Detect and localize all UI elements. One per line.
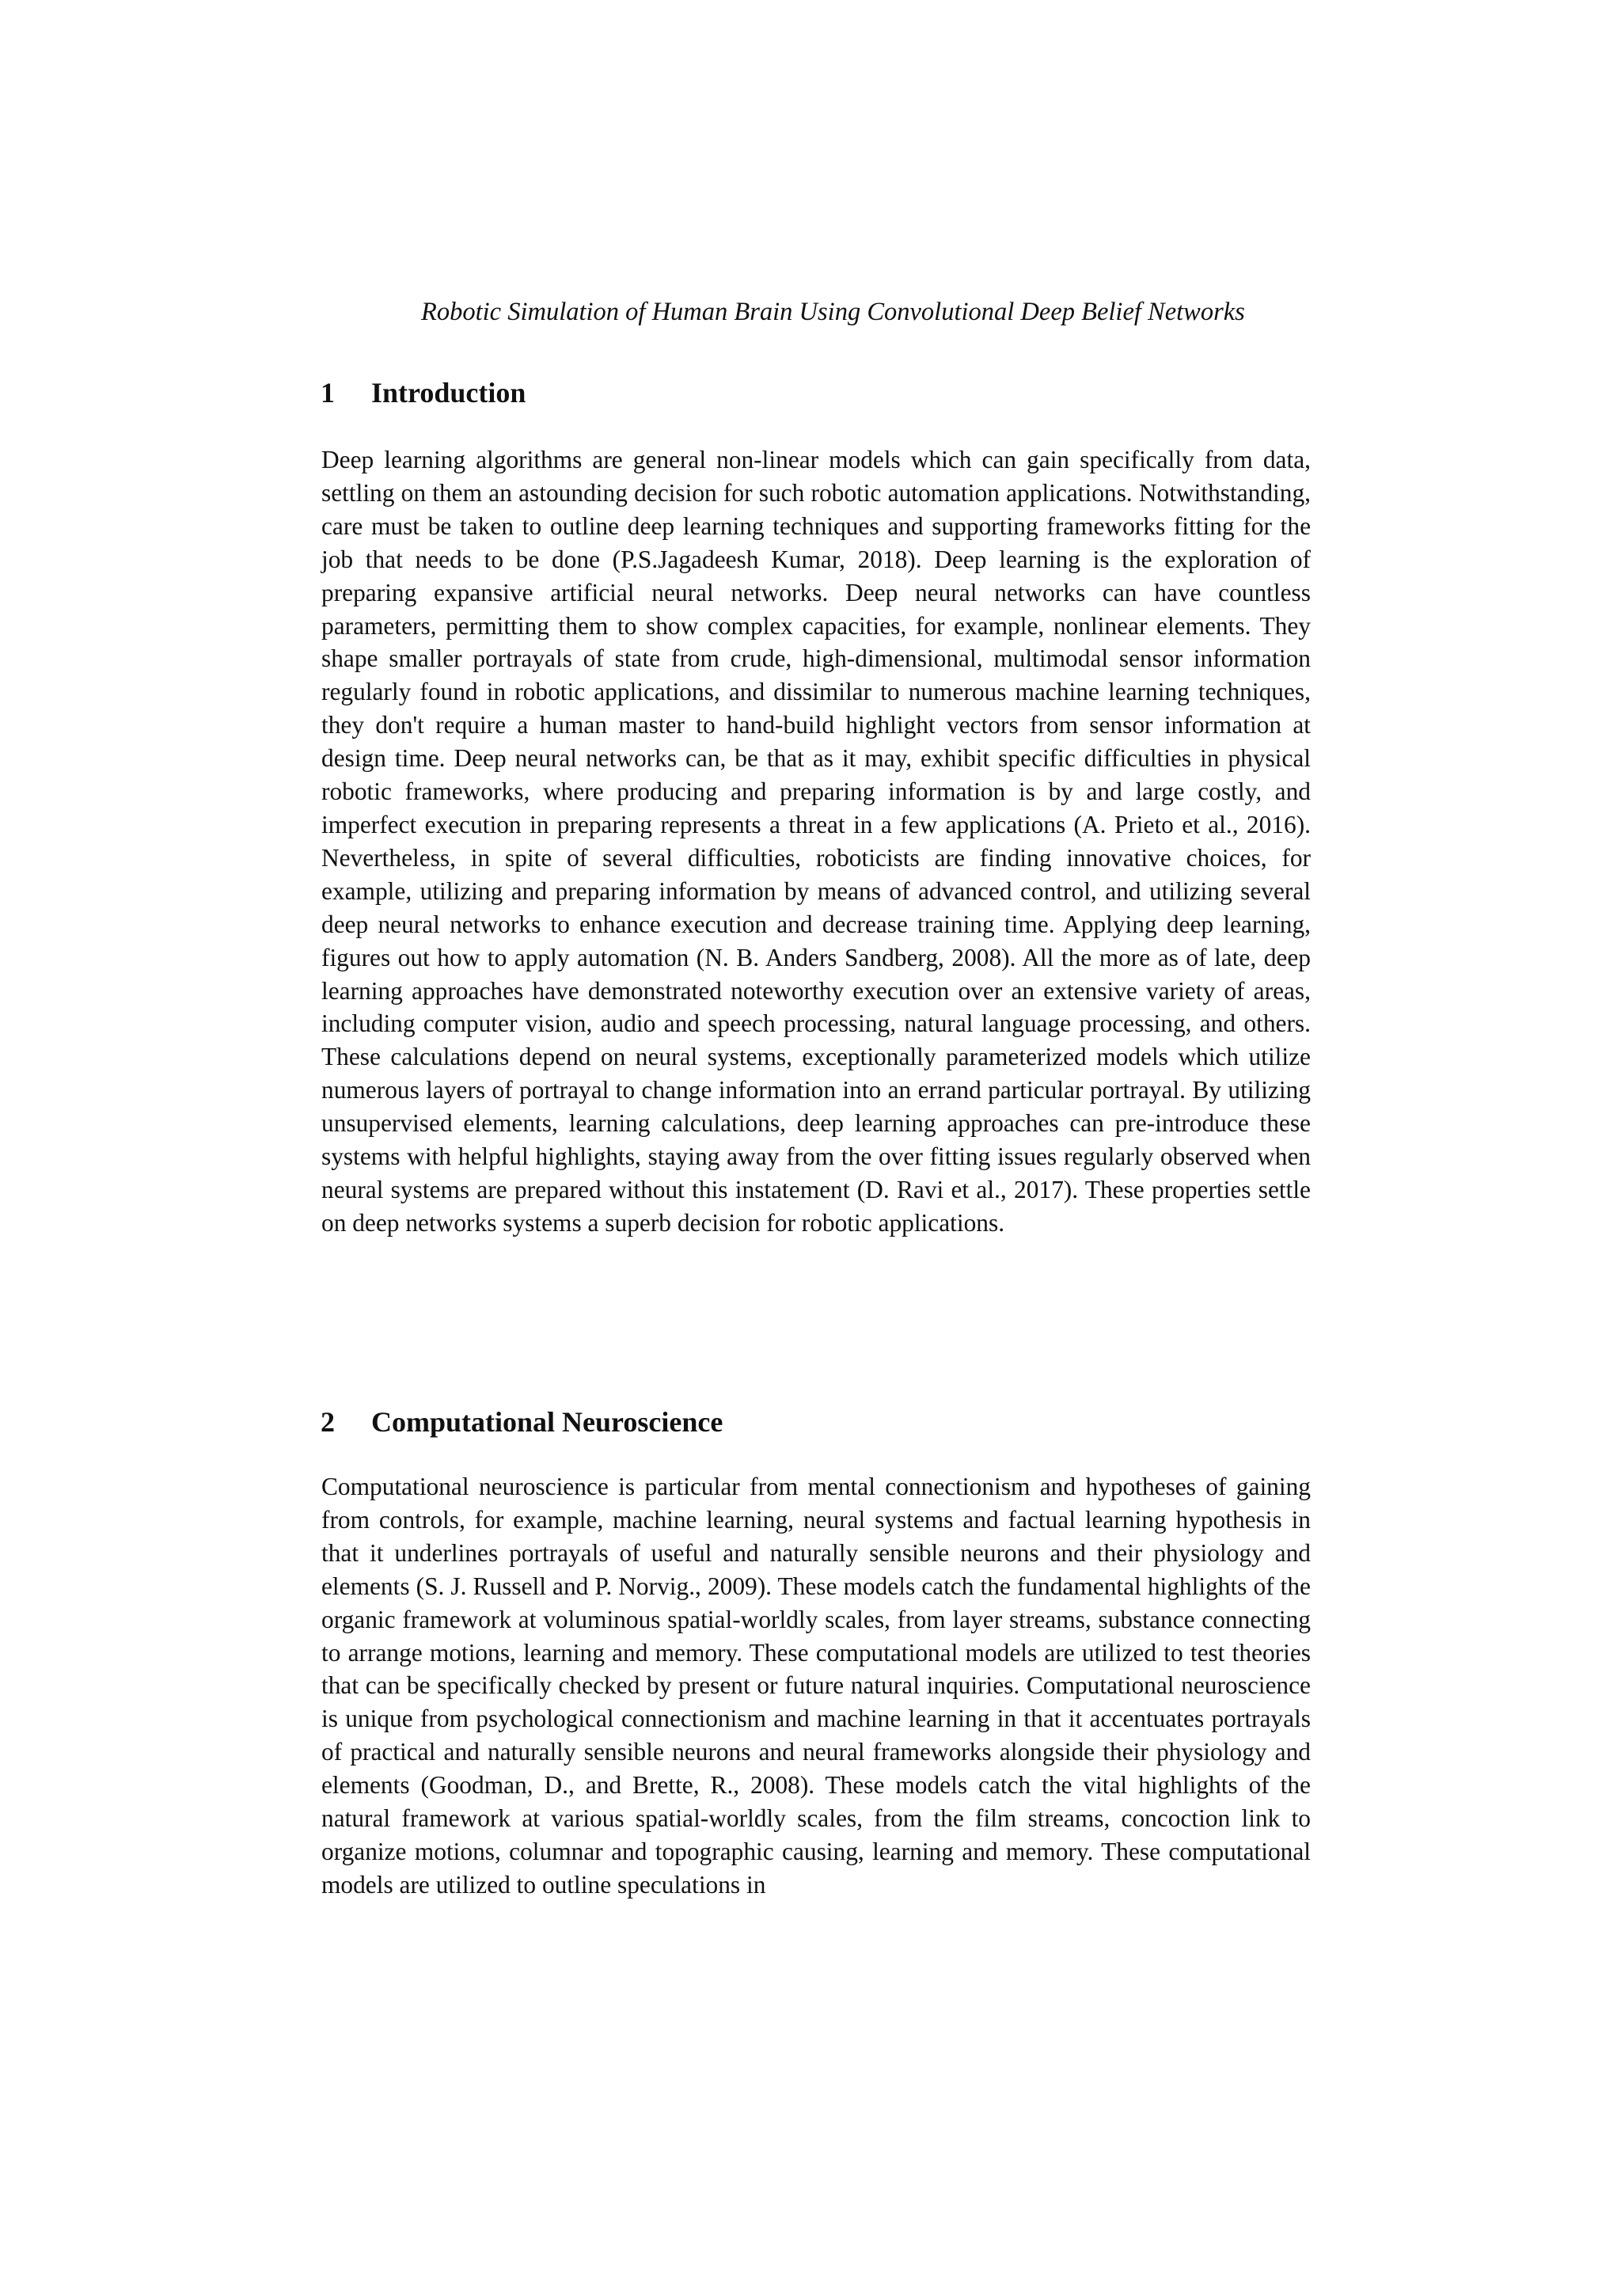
introduction-paragraph: Deep learning algorithms are general non-linear models which can gain specifically from data, settling on them an astounding decision for such robotic automation applications. Notwithstanding, care must be taken to outline deep learning techniques and supporting frameworks fitting for the job that needs to be done (P.S.Jagadeesh Kumar, 2018). Deep learning is the exploration of preparing expansive artificial neural networks. Deep neural networks can have countless parameters, permitting them to show complex capacities, for example, nonlinear elements. They shape smaller portrayals of state from crude, high-dimensional, multimodal sensor information regularly found in robotic applications, and dissimilar to numerous machine learning techniques, they don't require a human master to hand-build highlight vectors from sensor information at design time. Deep neural networks can, be that as it may, exhibit specific difficulties in physical robotic frameworks, where producing and preparing information is by and large costly, and imperfect execution in preparing represents a threat in a few applications (A. Prieto et al., 2016). Nevertheless, in spite of several difficulties, roboticists are finding innovative choices, for example, utilizing and preparing information by means of advanced control, and utilizing several deep neural networks to enhance execution and decrease training time. Applying deep learning, figures out how to apply automation (N. B. Anders Sandberg, 2008). All the more as of late, deep learning approaches have demonstrated noteworthy execution over an extensive variety of areas, including computer vision, audio and speech processing, natural language processing, and others. These calculations depend on neural systems, exceptionally parameterized models which utilize numerous layers of portrayal to change information into an errand particular portrayal. By utilizing unsupervised elements, learning calculations, deep learning approaches can pre-introduce these systems with helpful highlights, staying away from the over fitting issues regularly observed when neural systems are prepared without this instatement (D. Ravi et al., 2017). These properties settle on deep networks systems a superb decision for robotic applications.: [321, 446, 1311, 1237]
section-heading-introduction: [321, 374, 526, 412]
section-number: 1: [321, 377, 335, 409]
section-number: 2: [321, 1406, 335, 1438]
section-title: Introduction: [371, 377, 526, 409]
computational-neuroscience-paragraph: Computational neuroscience is particular from mental connectionism and hypotheses of gaining from controls, for example, machine learning, neural systems and factual learning hypothesis in that it underlines portrayals of useful and naturally sensible neurons and their physiology and elements (S. J. Russell and P. Norvig., 2009). These models catch the fundamental highlights of the organic framework at voluminous spatial-worldly scales, from layer streams, substance connecting to arrange motions, learning and memory. These computational models are utilized to test theories that can be specifically checked by present or future natural inquiries. Computational neuroscience is unique from psychological connectionism and machine learning in that it accentuates portrayals of practical and naturally sensible neurons and neural frameworks alongside their physiology and elements (Goodman, D., and Brette, R., 2008). These models catch the vital highlights of the natural framework at various spatial-worldly scales, from the film streams, concoction link to organize motions, columnar and topographic causing, learning and memory. These computational models are utilized to outline speculations in: [321, 1473, 1311, 1899]
section-title: Computational Neuroscience: [371, 1406, 723, 1438]
section-heading-computational-neuroscience: [321, 1403, 723, 1441]
running-header: Robotic Simulation of Human Brain Using Convolutional Deep Belief Networks: [421, 298, 1245, 326]
